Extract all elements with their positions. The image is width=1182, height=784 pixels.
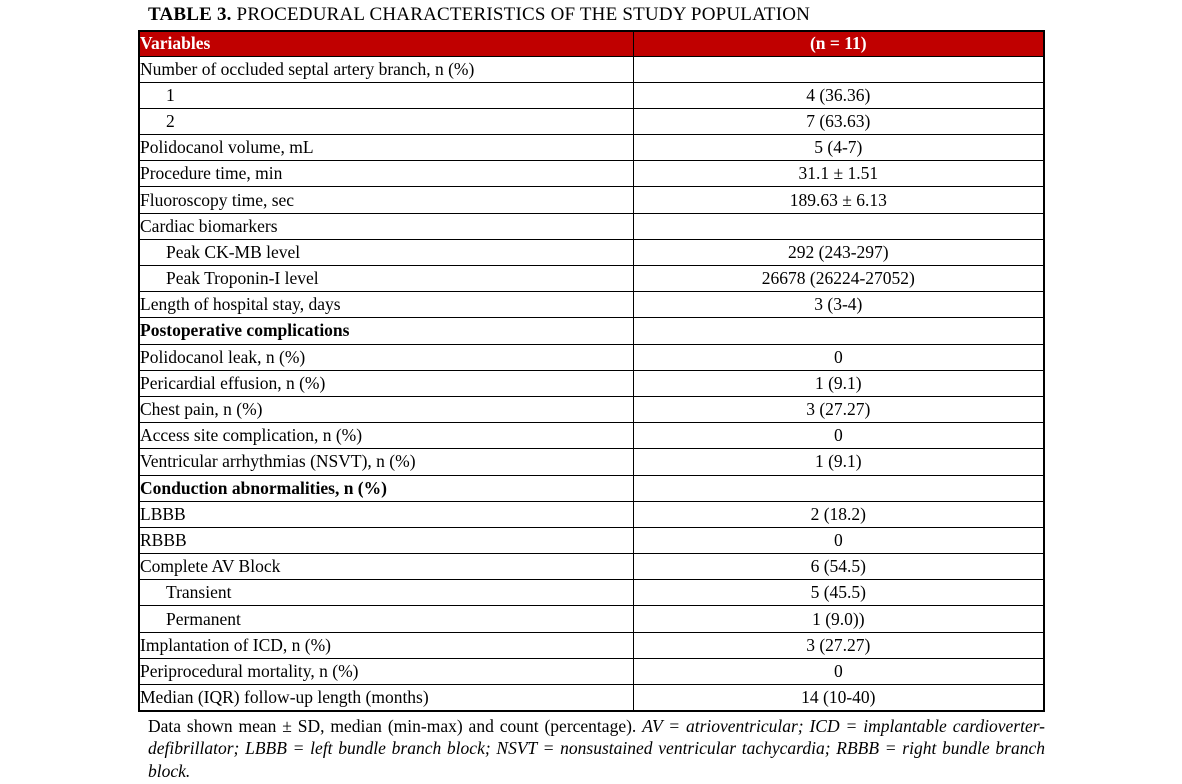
table-row bbox=[139, 213, 1044, 239]
row-value: 292 (243-297) bbox=[633, 239, 1044, 265]
row-value bbox=[633, 318, 1044, 344]
row-variable-label: Access site complication, n (%) bbox=[139, 423, 633, 449]
table-row bbox=[139, 658, 1044, 684]
row-variable-label: 1 bbox=[139, 82, 633, 108]
table-header-row bbox=[139, 31, 1044, 56]
header-cell-variables: Variables bbox=[139, 31, 633, 56]
row-variable-label: Conduction abnormalities, n (%) bbox=[139, 475, 633, 501]
row-value: 31.1 ± 1.51 bbox=[633, 161, 1044, 187]
table-row bbox=[139, 370, 1044, 396]
table-row bbox=[139, 161, 1044, 187]
row-value: 1 (9.1) bbox=[633, 370, 1044, 396]
row-value: 1 (9.1) bbox=[633, 449, 1044, 475]
row-variable-label: Permanent bbox=[139, 606, 633, 632]
procedural-characteristics-table bbox=[138, 30, 1045, 712]
table-row bbox=[139, 449, 1044, 475]
row-variable-label: Postoperative complications bbox=[139, 318, 633, 344]
table-row bbox=[139, 501, 1044, 527]
row-variable-label: Transient bbox=[139, 580, 633, 606]
table-row bbox=[139, 554, 1044, 580]
row-value: 14 (10-40) bbox=[633, 685, 1044, 711]
row-variable-label: Fluoroscopy time, sec bbox=[139, 187, 633, 213]
row-variable-label: Complete AV Block bbox=[139, 554, 633, 580]
row-value: 4 (36.36) bbox=[633, 82, 1044, 108]
table-row bbox=[139, 56, 1044, 82]
row-value: 189.63 ± 6.13 bbox=[633, 187, 1044, 213]
row-variable-label: Peak Troponin-I level bbox=[139, 266, 633, 292]
row-variable-label: Length of hospital stay, days bbox=[139, 292, 633, 318]
table-row bbox=[139, 292, 1044, 318]
row-value: 0 bbox=[633, 658, 1044, 684]
row-value: 6 (54.5) bbox=[633, 554, 1044, 580]
footnote-roman-text: Data shown mean ± SD, median (min-max) and count (percentage). bbox=[148, 715, 643, 736]
table-body bbox=[139, 56, 1044, 711]
footnote-italic-text: AV = atrioventricular; ICD = implantable cardioverter-defibrillator; LBBB = left bundle branch block; NSVT = nonsustained ventricular tachycardia; RBBB = right bundle branch block. bbox=[148, 715, 1045, 781]
row-variable-label: Number of occluded septal artery branch, n (%) bbox=[139, 56, 633, 82]
table-row bbox=[139, 685, 1044, 711]
row-value: 0 bbox=[633, 527, 1044, 553]
row-value: 2 (18.2) bbox=[633, 501, 1044, 527]
table-row bbox=[139, 475, 1044, 501]
row-value: 5 (45.5) bbox=[633, 580, 1044, 606]
table-row bbox=[139, 423, 1044, 449]
table-title bbox=[138, 4, 1045, 26]
row-variable-label: RBBB bbox=[139, 527, 633, 553]
row-value: 3 (27.27) bbox=[633, 396, 1044, 422]
row-value bbox=[633, 213, 1044, 239]
table-row bbox=[139, 396, 1044, 422]
row-variable-label: LBBB bbox=[139, 501, 633, 527]
row-variable-label: Chest pain, n (%) bbox=[139, 396, 633, 422]
row-variable-label: Pericardial effusion, n (%) bbox=[139, 370, 633, 396]
row-variable-label: 2 bbox=[139, 108, 633, 134]
row-variable-label: Polidocanol volume, mL bbox=[139, 135, 633, 161]
table-row bbox=[139, 318, 1044, 344]
row-variable-label: Median (IQR) follow-up length (months) bbox=[139, 685, 633, 711]
table-row bbox=[139, 527, 1044, 553]
header-cell-n: (n = 11) bbox=[633, 31, 1044, 56]
row-variable-label: Ventricular arrhythmias (NSVT), n (%) bbox=[139, 449, 633, 475]
table-row bbox=[139, 266, 1044, 292]
row-value: 3 (27.27) bbox=[633, 632, 1044, 658]
table-row bbox=[139, 606, 1044, 632]
row-variable-label: Periprocedural mortality, n (%) bbox=[139, 658, 633, 684]
table-row bbox=[139, 239, 1044, 265]
document-page bbox=[138, 4, 1045, 782]
table-row bbox=[139, 108, 1044, 134]
row-value: 0 bbox=[633, 344, 1044, 370]
row-value: 3 (3-4) bbox=[633, 292, 1044, 318]
table-row bbox=[139, 187, 1044, 213]
table-title-label: TABLE 3. bbox=[148, 4, 232, 25]
row-value bbox=[633, 475, 1044, 501]
row-value bbox=[633, 56, 1044, 82]
row-value: 0 bbox=[633, 423, 1044, 449]
row-value: 5 (4-7) bbox=[633, 135, 1044, 161]
row-value: 1 (9.0)) bbox=[633, 606, 1044, 632]
table-row bbox=[139, 135, 1044, 161]
row-variable-label: Peak CK-MB level bbox=[139, 239, 633, 265]
row-variable-label: Polidocanol leak, n (%) bbox=[139, 344, 633, 370]
row-value: 26678 (26224-27052) bbox=[633, 266, 1044, 292]
row-value: 7 (63.63) bbox=[633, 108, 1044, 134]
row-variable-label: Implantation of ICD, n (%) bbox=[139, 632, 633, 658]
row-variable-label: Cardiac biomarkers bbox=[139, 213, 633, 239]
table-row bbox=[139, 632, 1044, 658]
table-row bbox=[139, 344, 1044, 370]
table-footnote bbox=[138, 715, 1045, 783]
table-row bbox=[139, 82, 1044, 108]
table-row bbox=[139, 580, 1044, 606]
table-title-text: PROCEDURAL CHARACTERISTICS OF THE STUDY POPULATION bbox=[231, 4, 811, 25]
row-variable-label: Procedure time, min bbox=[139, 161, 633, 187]
